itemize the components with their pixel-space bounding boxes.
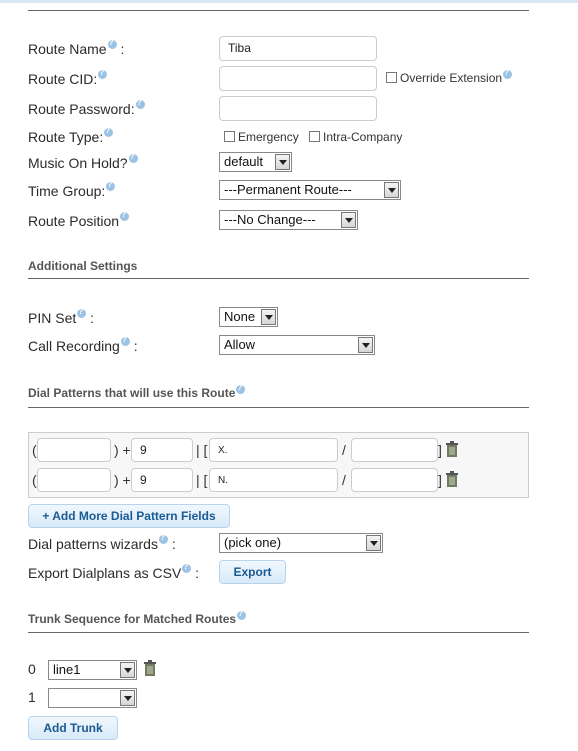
chevron-down-icon [120,662,135,678]
chevron-down-icon [341,212,356,228]
route-name-input[interactable]: Tiba [219,36,377,61]
chevron-down-icon [358,337,373,353]
bracket-close: ] [438,442,442,458]
dial-patterns-wizard-select[interactable]: (pick one) [219,533,383,553]
route-password-label: Route Password:? [28,101,145,117]
plus-sign: ) + [114,442,131,458]
trash-icon[interactable] [445,471,459,487]
override-extension-checkbox[interactable] [386,72,397,83]
paren-open: ( [32,442,37,458]
route-cid-input[interactable] [219,66,377,91]
trunk-index: 1 [28,689,36,705]
chevron-down-icon [261,309,276,325]
help-icon[interactable] [108,40,117,49]
add-more-dial-pattern-button[interactable]: + Add More Dial Pattern Fields [28,504,230,528]
help-icon[interactable] [98,70,107,79]
help-icon[interactable] [182,564,191,573]
chevron-down-icon [120,690,135,706]
dial-patterns-wizard-label: Dial patterns wizards? : [28,536,176,552]
pin-set-select[interactable]: None [219,307,278,327]
time-group-label: Time Group:? [28,183,115,199]
paren-open: ( [32,472,37,488]
export-button[interactable]: Export [219,560,286,584]
help-icon[interactable] [129,154,138,163]
chevron-down-icon [384,182,399,198]
intra-company-option[interactable]: Intra-Company [309,130,402,144]
route-cid-label: Route CID:? [28,71,107,87]
divider [28,278,529,279]
emergency-option[interactable]: Emergency [224,130,299,144]
help-icon[interactable] [121,337,130,346]
trash-icon[interactable] [445,441,459,457]
route-position-select[interactable]: ---No Change--- [219,210,358,230]
trunk-select[interactable] [48,688,137,708]
call-recording-label: Call Recording? : [28,338,138,354]
trash-icon[interactable] [143,660,157,676]
dial-patterns-heading: Dial Patterns that will use this Route? [28,386,245,400]
divider [28,632,529,633]
prefix-input[interactable]: 9 [131,438,193,462]
chevron-down-icon [275,154,290,170]
chevron-down-icon [366,535,381,551]
help-icon[interactable] [237,611,246,620]
override-extension-option[interactable]: Override Extension? [386,71,512,85]
trunk-select[interactable]: line1 [48,660,137,680]
additional-settings-heading: Additional Settings [28,259,138,273]
trunk-index: 0 [28,661,36,677]
route-position-label: Route Position? [28,213,129,229]
help-icon[interactable] [104,128,113,137]
route-name-label: Route Name? : [28,41,124,57]
help-icon[interactable] [106,182,115,191]
bracket-open: | [ [196,472,208,488]
prepend-input[interactable] [37,468,111,492]
slash: / [342,442,346,458]
pin-set-label: PIN Set? : [28,310,94,326]
prefix-input[interactable]: 9 [131,468,193,492]
music-on-hold-label: Music On Hold?? [28,155,138,171]
route-password-input[interactable] [219,96,377,121]
music-on-hold-select[interactable]: default [219,152,292,172]
help-icon[interactable] [136,100,145,109]
time-group-select[interactable]: ---Permanent Route--- [219,180,401,200]
callerid-input[interactable] [351,468,438,492]
emergency-checkbox[interactable] [224,131,235,142]
match-pattern-input[interactable]: N. [209,468,338,492]
trunk-sequence-heading: Trunk Sequence for Matched Routes? [28,612,246,626]
route-type-label: Route Type:? [28,129,113,145]
help-icon[interactable] [77,309,86,318]
help-icon[interactable] [159,535,168,544]
match-pattern-input[interactable]: X. [209,438,338,462]
plus-sign: ) + [114,472,131,488]
call-recording-select[interactable]: Allow [219,335,375,355]
help-icon[interactable] [236,385,245,394]
export-dialplans-label: Export Dialplans as CSV? : [28,565,199,581]
bracket-open: | [ [196,442,208,458]
callerid-input[interactable] [351,438,438,462]
add-trunk-button[interactable]: Add Trunk [28,716,118,740]
intra-company-checkbox[interactable] [309,131,320,142]
help-icon[interactable] [503,70,512,79]
top-border [0,0,578,3]
bracket-close: ] [438,472,442,488]
slash: / [342,472,346,488]
help-icon[interactable] [120,212,129,221]
prepend-input[interactable] [37,438,111,462]
divider [28,10,529,11]
divider [28,407,529,408]
